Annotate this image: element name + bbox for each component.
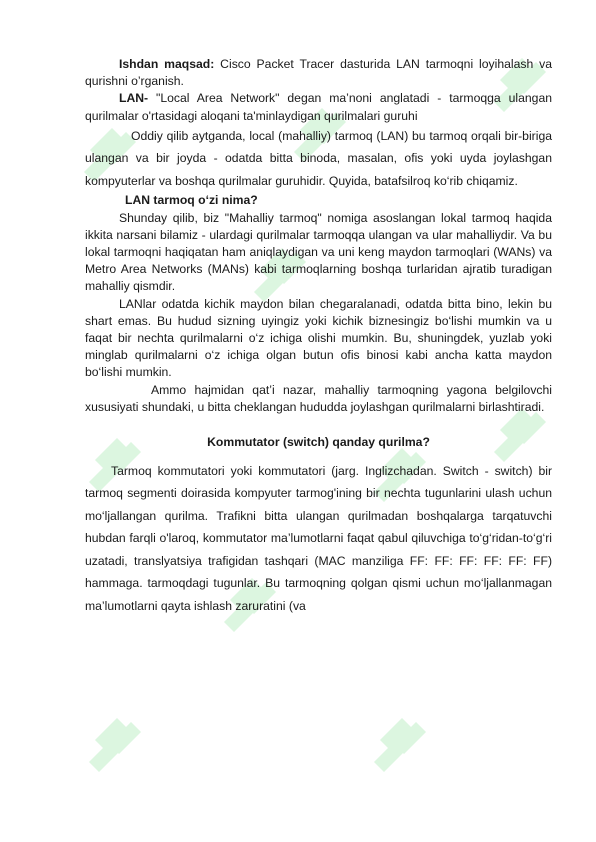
- paragraph-lan-simple: Oddiy qilib aytganda, local (mahalliy) tarmoq (LAN) bu tarmoq orqali bir-biriga ulangan va bir joyda - odatda bitta binoda, masalan, ofis yoki uyda joylashgan kompyuterlar va boshqa qurilmalar guruhidir. Quyida, batafsilroq ko‘rib chiqamiz.: [85, 128, 552, 188]
- watermark-leaf-icon: [374, 718, 426, 772]
- lan-label: LAN-: [119, 91, 149, 106]
- lan-definition-text: "Local Area Network" degan ma’noni anglatadi - tarmoqga ulangan qurilmalar o'rtasidagi aloqani ta'minlaydigan qurilmalari guruhi: [85, 91, 552, 123]
- paragraph-lan-area: LANlar odatda kichik maydon bilan chegaralanadi, odatda bitta bino, lekin bu shart emas. Bu hudud sizning uyingiz yoki kichik biznesingiz bo‘lishi mumkin va u faqat bir nechta qurilmalarni o‘z ichiga olishi mumkin. Bu, shuningdek, yuzlab yoki minglab qurilmalarni o‘z ichiga olgan butun ofis binosi kabi ancha katta maydon bo‘lishi mumkin.: [85, 296, 552, 380]
- purpose-text: Cisco Packet Tracer dasturida LAN tarmoqni loyihalash va qurishni o’rganish.: [85, 57, 553, 89]
- paragraph-lan-feature: Ammo hajmidan qat’i nazar, mahalliy tarmoqning yagona belgilovchi xususiyati shundaki, u bitta cheklangan hududda joylashgan qurilmalarni birlashtiradi.: [85, 382, 552, 414]
- heading-what-is-lan: LAN tarmoq o‘zi nima?: [125, 193, 258, 208]
- paragraph-purpose: [85, 56, 552, 90]
- heading-switch: Kommutator (switch) qanday qurilma?: [207, 434, 430, 449]
- watermark-leaf-icon: [89, 718, 141, 772]
- paragraph-lan-local: Shunday qilib, biz "Mahalliy tarmoq" nomiga asoslangan lokal tarmoq haqida ikkita narsani bilamiz - ulardagi qurilmalar tarmoqqa ulangan va ular mahalliydir. Va bu lokal tarmoqni haqiqatan ham aniqlaydigan va uni keng maydon tarmoqlari (WANs) va Metro Area Networks (MANs) kabi tarmoqlarning boshqa turlaridan ajratib turadigan mahalliy qismdir.: [85, 210, 552, 294]
- paragraph-switch: Tarmoq kommutatori yoki kommutatori (jarg. Inglizchadan. Switch - switch) bir tarmoq segmenti doirasida kompyuter tarmog'ining bir nechta tugunlarini ulash uchun mo‘ljallangan qurilma. Trafikni bitta ulangan qurilmadan boshqalarga tarqatuvchi hubdan farqli o'laroq, kommutator ma’lumotlarni faqat qabul qiluvchiga to‘g‘ridan-to‘g‘ri uzatadi, translyatsiya trafigidan tashqari (MAC manziliga FF: FF: FF: FF: FF: FF) hammaga. tarmoqdagi tugunlar. Bu tarmoqning qolgan qismi uchun mo‘ljallanmagan ma’lumotlarni qayta ishlash zaruratini (va: [85, 463, 552, 613]
- paragraph-lan-definition: [85, 90, 552, 124]
- document-page: [85, 56, 552, 617]
- purpose-label: Ishdan maqsad:: [119, 57, 215, 71]
